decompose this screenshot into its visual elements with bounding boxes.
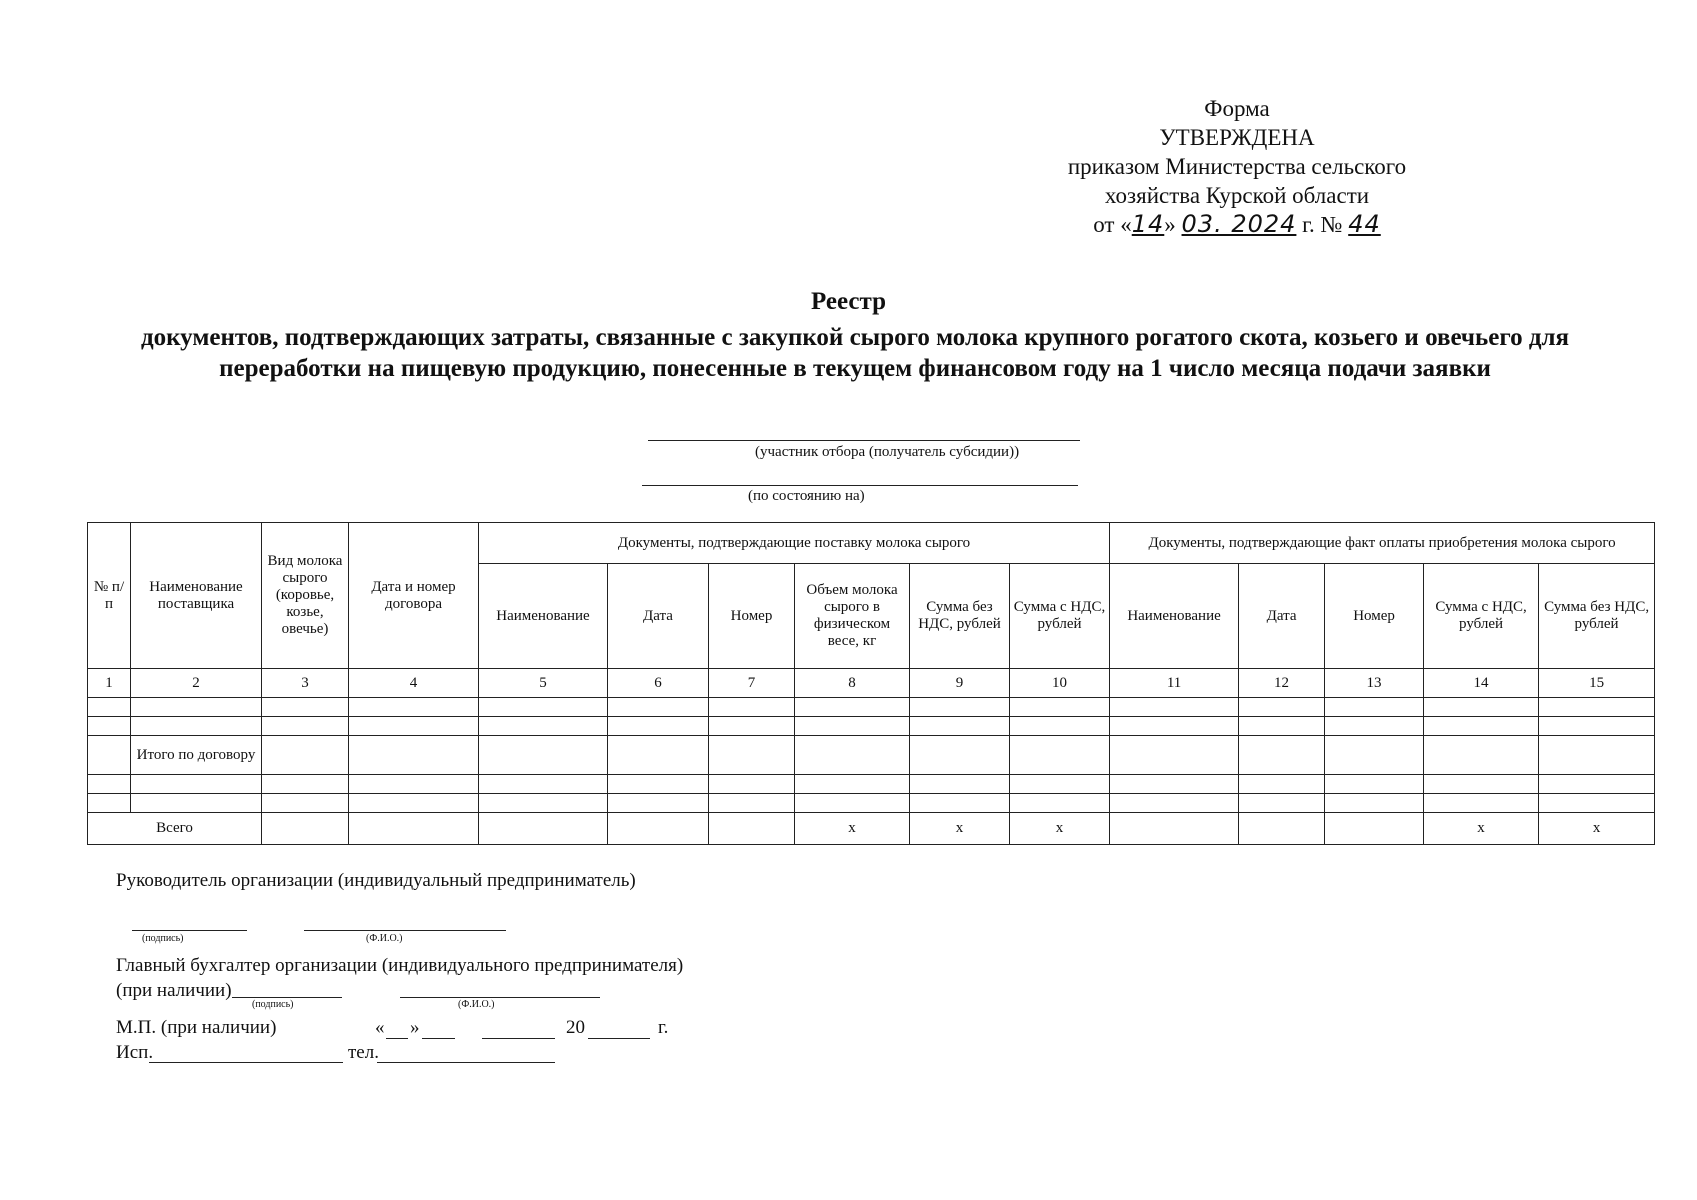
table-row[interactable] (88, 775, 1655, 794)
col-num-12: 12 (1239, 669, 1325, 698)
order-number-prefix: г. № (1302, 212, 1343, 237)
approved-label: УТВЕРЖДЕНА (1159, 125, 1315, 150)
col-num-4: 4 (349, 669, 479, 698)
registry-table (87, 522, 1655, 845)
phone-line[interactable] (377, 1062, 555, 1063)
date-century: 20 (566, 1017, 585, 1038)
date-mid: » (1164, 212, 1176, 237)
col-num-11: 11 (1110, 669, 1239, 698)
order-month-year: 03. 2024 (1181, 210, 1297, 238)
header-supply-sum-with-vat: Сумма с НДС, рублей (1010, 564, 1110, 669)
col-num-6: 6 (608, 669, 709, 698)
accountant-fio-caption: (Ф.И.О.) (458, 999, 495, 1010)
total-x-8: х (795, 813, 910, 845)
document-title: Реестр (810, 288, 887, 315)
total-label: Всего (88, 813, 262, 845)
order-line-1: приказом Министерства сельского (1067, 154, 1407, 179)
total-x-15: х (1539, 813, 1655, 845)
header-supply-number: Номер (709, 564, 795, 669)
if-any-label: (при наличии) (116, 980, 232, 1001)
header-payment-documents: Документы, подтверждающие факт оплаты приобретения молока сырого (1110, 523, 1655, 564)
header-supply-name: Наименование (479, 564, 608, 669)
header-contract: Дата и номер договора (349, 523, 479, 669)
order-date-line (1037, 210, 1437, 239)
table-row[interactable] (88, 794, 1655, 813)
header-row-1 (88, 523, 1655, 564)
total-x-14: х (1424, 813, 1539, 845)
total-row[interactable] (88, 813, 1655, 845)
document-subtitle: документов, подтверждающих затраты, связанные с закупкой сырого молока крупного рогатого скота, козьего и овечьего для переработки на пищевую продукцию, понесенные в текущем финансовом году на 1 число месяца подачи заявки (140, 324, 1570, 382)
col-num-5: 5 (479, 669, 608, 698)
total-x-9: х (910, 813, 1010, 845)
date-year-line[interactable] (588, 1038, 650, 1039)
col-num-7: 7 (709, 669, 795, 698)
order-day: 14 (1131, 210, 1165, 238)
order-number: 44 (1348, 210, 1381, 238)
header-supply-date: Дата (608, 564, 709, 669)
header-supplier: Наименование поставщика (131, 523, 262, 669)
table-row[interactable] (88, 698, 1655, 717)
date-close-quote: » (410, 1017, 420, 1038)
accountant-signature-caption: (подпись) (252, 999, 294, 1010)
header-supply-sum-without-vat: Сумма без НДС, рублей (910, 564, 1010, 669)
stamp-label: М.П. (при наличии) (116, 1017, 277, 1038)
header-supply-documents: Документы, подтверждающие поставку молока сырого (479, 523, 1110, 564)
subtotal-label: Итого по договору (131, 736, 262, 775)
state-date-field-line[interactable] (642, 485, 1078, 486)
head-fio-line[interactable] (304, 930, 506, 931)
header-supply-volume: Объем молока сырого в физическом весе, кг (795, 564, 910, 669)
col-num-15: 15 (1539, 669, 1655, 698)
column-number-row (88, 669, 1655, 698)
col-num-10: 10 (1010, 669, 1110, 698)
phone-label: тел. (348, 1042, 379, 1063)
date-prefix: от « (1093, 212, 1132, 237)
date-day-line[interactable] (386, 1038, 408, 1039)
participant-caption: (участник отбора (получатель субсидии)) (755, 444, 1020, 460)
date-month-line[interactable] (482, 1038, 555, 1039)
accountant-fio-line[interactable] (400, 997, 600, 998)
col-num-14: 14 (1424, 669, 1539, 698)
state-caption: (по состоянию на) (748, 488, 865, 504)
total-x-10: х (1010, 813, 1110, 845)
participant-field-line[interactable] (648, 440, 1080, 441)
header-payment-sum-with-vat: Сумма с НДС, рублей (1424, 564, 1539, 669)
head-signature-caption: (подпись) (142, 933, 184, 944)
col-num-2: 2 (131, 669, 262, 698)
head-signature-line[interactable] (132, 930, 247, 931)
head-of-organization-label: Руководитель организации (индивидуальный предприниматель) (116, 870, 636, 891)
accountant-signature-line[interactable] (232, 997, 342, 998)
date-open-quote: « (375, 1017, 385, 1038)
approval-block (1037, 94, 1437, 239)
executor-label: Исп. (116, 1042, 154, 1063)
header-payment-sum-without-vat: Сумма без НДС, рублей (1539, 564, 1655, 669)
subtotal-row[interactable] (88, 736, 1655, 775)
form-label: Форма (1204, 96, 1270, 121)
date-year-suffix: г. (658, 1017, 669, 1038)
head-fio-caption: (Ф.И.О.) (366, 933, 403, 944)
col-num-8: 8 (795, 669, 910, 698)
header-payment-name: Наименование (1110, 564, 1239, 669)
col-num-1: 1 (88, 669, 131, 698)
table-row[interactable] (88, 717, 1655, 736)
col-num-13: 13 (1325, 669, 1424, 698)
order-line-2: хозяйства Курской области (1104, 183, 1370, 208)
executor-line[interactable] (149, 1062, 343, 1063)
date-gap-line (422, 1038, 455, 1039)
header-payment-date: Дата (1239, 564, 1325, 669)
chief-accountant-label: Главный бухгалтер организации (индивидуального предпринимателя) (116, 955, 684, 976)
header-milk-type: Вид молока сырого (коровье, козье, овечье) (262, 523, 349, 669)
header-payment-number: Номер (1325, 564, 1424, 669)
col-num-9: 9 (910, 669, 1010, 698)
header-no: № п/п (88, 523, 131, 669)
col-num-3: 3 (262, 669, 349, 698)
